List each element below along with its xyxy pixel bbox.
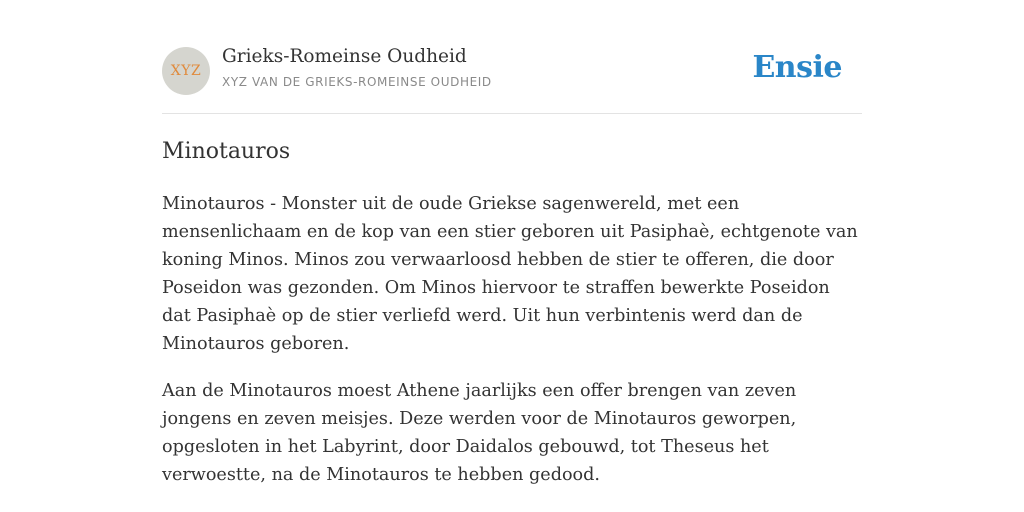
source-subtitle: XYZ VAN DE GRIEKS-ROMEINSE OUDHEID (222, 75, 492, 89)
avatar-text: XYZ (170, 63, 202, 79)
source-header (162, 46, 862, 96)
article-body (162, 190, 862, 508)
header-divider (162, 113, 862, 114)
article-paragraph: Minotauros - Monster uit de oude Griekse sagenwereld, met een mensenlichaam en de kop van een stier geboren uit Pasiphaè, echtgenote van koning Minos. Minos zou verwaarloosd hebben de stier te offeren, die door Poseidon was gezonden. Om Minos hiervoor te straffen bewerkte Poseidon dat Pasiphaè op de stier verliefd werd. Uit hun verbintenis werd dan de Minotauros geboren. (162, 194, 858, 354)
brand-logo-link[interactable]: Ensie (752, 50, 842, 85)
source-avatar[interactable] (162, 47, 210, 95)
article-paragraph: Aan de Minotauros moest Athene jaarlijks een offer brengen van zeven jongens en zeven meisjes. Deze werden voor de Minotauros geworpen, opgesloten in het Labyrint, door Daidalos gebouwd, tot Theseus het verwoestte, na de Minotauros te hebben gedood. (162, 381, 797, 485)
article-title: Minotauros (162, 139, 291, 164)
source-title[interactable]: Grieks-Romeinse Oudheid (222, 46, 467, 67)
